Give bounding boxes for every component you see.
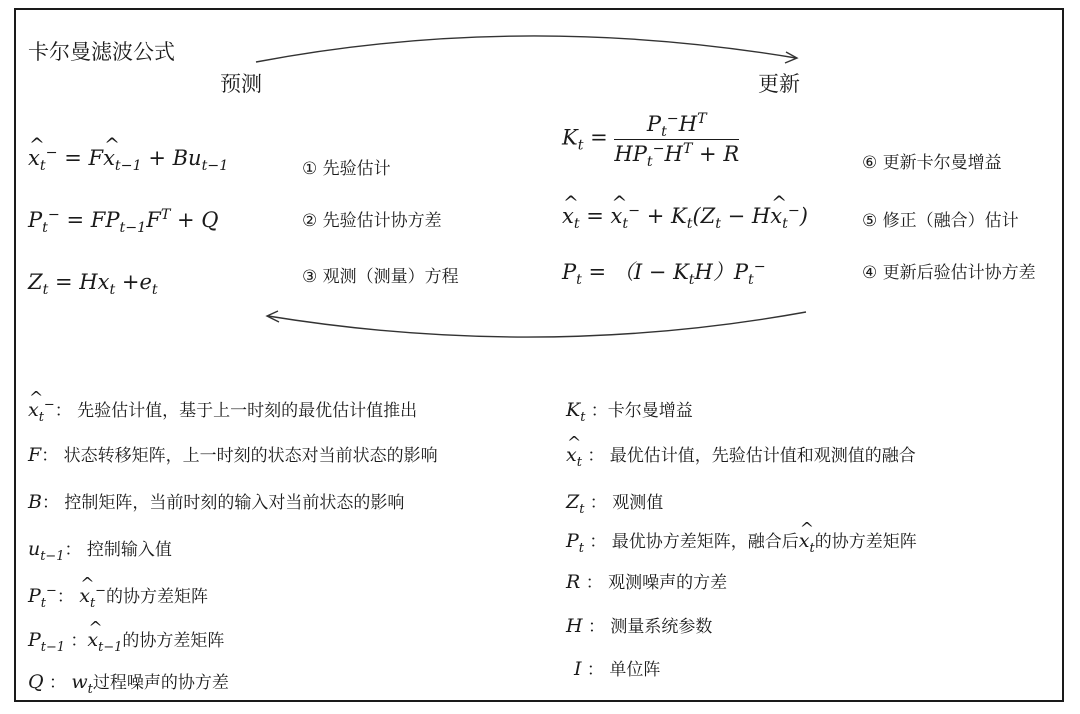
def-x-hat: ^ $x_t$ ： 最优估计值，先验估计值和观测值的融合 — [566, 441, 916, 466]
def-I: I ： 单位阵 — [574, 658, 661, 680]
def-P-prev: $P_{t-1}$ ：^ $x_{t-1}$的协方差矩阵 — [28, 626, 224, 651]
step-2-label: ② 先验估计协方差 — [302, 211, 442, 231]
eq-observation: $Z_t = Hx_t +e_t$ — [28, 270, 158, 299]
def-K: $K_t$ ：卡尔曼增益 — [566, 399, 693, 425]
eq-posterior-covariance: $P_t = (I - K_tH)P_t^-$ — [562, 259, 766, 289]
step-5-label: ⑤ 修正（融合）估计 — [862, 211, 1019, 231]
def-prior-estimate: ^ $x_t^-$： 先验估计值，基于上一时刻的最优估计值推出 — [28, 396, 417, 421]
def-F: F： 状态转移矩阵，上一时刻的状态对当前状态的影响 — [28, 444, 438, 466]
update-to-predict-arrow — [268, 312, 806, 337]
update-label: 更新 — [758, 72, 800, 96]
def-Q: Q ： $w_t$过程噪声的协方差 — [28, 671, 229, 697]
eq-kalman-gain: $K_t$ = $\frac{P_t^-H^T}{HP_t^-H^T + R}$ — [562, 111, 740, 171]
step-3-label: ③ 观测（测量）方程 — [302, 267, 459, 287]
def-P-minus: $P_t^-$： ^ $x_t^-$的协方差矩阵 — [28, 582, 208, 607]
def-B: B： 控制矩阵，当前时刻的输入对当前状态的影响 — [28, 491, 405, 513]
eq-prior-estimate: ^ $x_t^-$ = F^ $x_{t-1} + Bu_{t-1}$ — [28, 146, 228, 170]
step-6-label: ⑥ 更新卡尔曼增益 — [862, 153, 1002, 173]
step-4-label: ④ 更新后验估计协方差 — [862, 263, 1036, 283]
eq-prior-covariance: $P_t^- = FP_{t-1}F^T + Q$ — [28, 207, 219, 237]
eq-posterior-estimate: ^ $x_t$ = ^ $x_t^- + K_t(Z_t$ − H^ $x_t^-$) — [562, 204, 808, 228]
def-H: H ： 测量系统参数 — [566, 615, 713, 637]
page-title: 卡尔曼滤波公式 — [28, 40, 175, 64]
def-Z: $Z_t$ ： 观测值 — [566, 491, 664, 517]
predict-label: 预测 — [220, 72, 262, 96]
predict-to-update-arrow — [256, 36, 796, 62]
def-u: $u_{t-1}$： 控制输入值 — [28, 538, 172, 564]
step-1-label: ① 先验估计 — [302, 159, 391, 179]
def-R: R ： 观测噪声的方差 — [566, 571, 728, 593]
def-P: $P_t$ ： 最优协方差矩阵，融合后^ $x_t$的协方差矩阵 — [566, 527, 917, 552]
